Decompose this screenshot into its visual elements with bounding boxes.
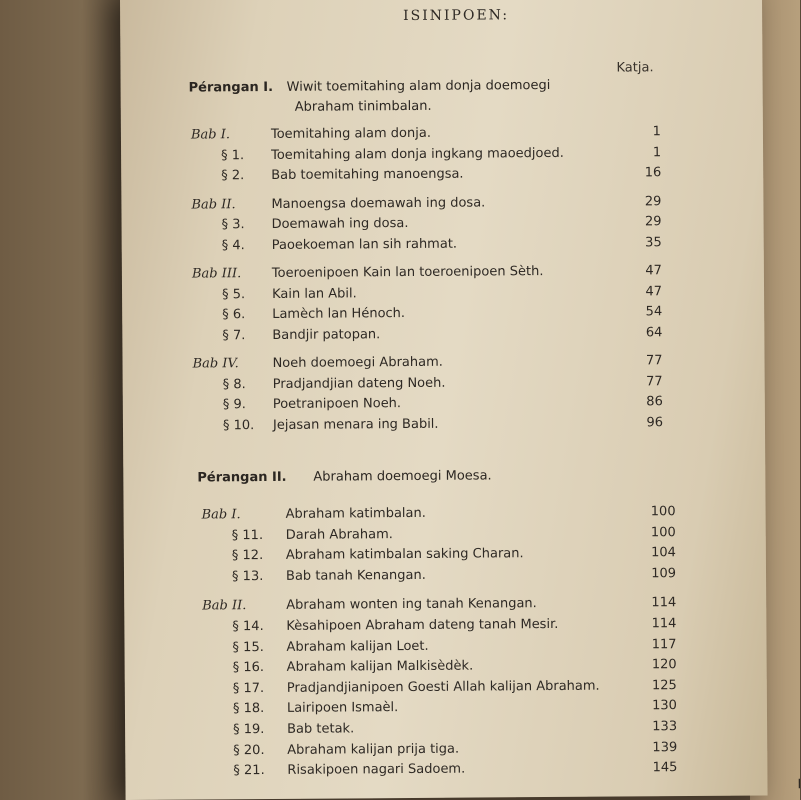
page-number: 47: [645, 263, 662, 279]
entry-title: Bandjir patopan.: [272, 326, 381, 343]
page-number: 96: [646, 414, 664, 430]
entry-title: Pradjandjian dateng Noeh.: [272, 375, 446, 392]
part-2-label: [197, 469, 286, 488]
section-row: [232, 565, 792, 589]
page-number: 35: [645, 234, 662, 250]
page-number: 100: [650, 524, 676, 540]
section-row: [221, 164, 781, 188]
page-number: 133: [652, 719, 678, 735]
entry-title: Toeroenipoen Kain lan toeroenipoen Sèth.: [271, 264, 544, 281]
part-1-label-text: Pérangan I.: [188, 79, 274, 96]
page-number: 117: [651, 636, 677, 652]
page-number: 125: [651, 677, 677, 694]
page-number: 1: [652, 144, 662, 160]
entry-title: Doemawah ing dosa.: [271, 215, 409, 232]
page-number: 145: [652, 760, 678, 776]
page-number: 77: [645, 353, 663, 369]
part-2-title: Abraham doemoegi Moesa.: [313, 468, 492, 485]
page-number: 29: [644, 193, 662, 209]
section-number: § 6.: [222, 307, 246, 323]
section-number: § 20.: [233, 742, 265, 758]
page-number: 16: [644, 165, 662, 181]
entry-title: Pradjandjianipoen Goesti Allah kalijan Abraham.: [286, 678, 600, 696]
section-number: § 21.: [233, 763, 265, 779]
chapter-label: Bab I.: [201, 507, 241, 523]
entry-title: Bab tetak.: [287, 721, 355, 737]
section-number: § 13.: [231, 568, 264, 585]
section-row: [222, 234, 782, 258]
page-number: 130: [652, 698, 677, 714]
page-number: 104: [650, 545, 676, 561]
part-2-label-text: Pérangan II.: [197, 469, 287, 486]
section-number: § 11.: [231, 527, 264, 543]
page-number: 100: [650, 504, 676, 520]
entry-title: Kèsahipoen Abraham dateng tanah Mesir.: [286, 616, 559, 634]
section-number: § 5.: [222, 286, 246, 302]
section-number: § 19.: [233, 722, 265, 738]
chapter-label: Bab II.: [202, 598, 247, 614]
page-number: 86: [646, 394, 663, 410]
entry-title: Darah Abraham.: [285, 526, 393, 543]
part-1-title-line2: Abraham tinimbalan.: [294, 98, 432, 115]
entry-title: Noeh doemoegi Abraham.: [272, 354, 443, 371]
page-title: ISINIPOEN:: [403, 7, 510, 25]
page-mark: I: [797, 777, 801, 793]
section-row: [222, 324, 782, 348]
section-row: [223, 414, 783, 438]
entry-title: Lamèch lan Hénoch.: [272, 306, 406, 322]
entry-title: Abraham katimbalan.: [285, 505, 426, 522]
entry-title: Bab toemitahing manoengsa.: [271, 166, 464, 183]
chapter-label: Bab I.: [190, 127, 231, 143]
page-number: 109: [651, 565, 677, 582]
page-number: 64: [645, 324, 663, 340]
contents-page: [120, 0, 801, 800]
page-column-header: Katja.: [616, 60, 654, 76]
page-number: 139: [652, 739, 678, 755]
entry-title: Abraham kalijan Malkisèdèk.: [286, 658, 474, 676]
entry-title: Kain lan Abil.: [272, 285, 357, 302]
page-number: 47: [645, 283, 663, 299]
entry-title: Poetranipoen Noeh.: [272, 396, 402, 412]
chapter-label: Bab III.: [191, 266, 242, 282]
part-1-title-line1: Wiwit toemitahing alam donja doemoegi: [286, 77, 551, 95]
entry-title: Lairipoen Ismaèl.: [286, 700, 399, 717]
section-number: § 15.: [232, 639, 264, 655]
page-number: 29: [644, 214, 662, 230]
page-number: 77: [646, 373, 663, 389]
page-number: 54: [645, 304, 663, 320]
section-number: § 8.: [222, 376, 246, 392]
section-number: § 17.: [232, 680, 265, 697]
entry-title: Risakipoen nagari Sadoem.: [287, 761, 466, 779]
entry-title: Manoengsa doemawah ing dosa.: [271, 194, 486, 212]
section-number: § 1.: [221, 147, 245, 163]
page-number: 114: [651, 616, 677, 632]
section-number: § 12.: [231, 548, 264, 564]
entry-title: Toemitahing alam donja.: [270, 125, 431, 142]
section-row: [233, 760, 793, 784]
section-number: § 9.: [222, 397, 246, 413]
section-number: § 16.: [232, 660, 265, 676]
section-number: § 2.: [221, 168, 245, 184]
page-number: 114: [651, 595, 677, 611]
section-number: § 10.: [222, 417, 255, 433]
chapter-label: Bab IV.: [192, 356, 239, 372]
section-number: § 4.: [221, 237, 245, 253]
entry-title: Abraham kalijan Loet.: [286, 638, 429, 655]
entry-title: Bab tanah Kenangan.: [285, 567, 426, 584]
entry-title: Abraham katimbalan saking Charan.: [285, 546, 524, 564]
section-number: § 14.: [232, 619, 264, 635]
entry-title: Paoekoeman lan sih rahmat.: [271, 236, 458, 253]
entry-title: Abraham wonten ing tanah Kenangan.: [286, 596, 537, 614]
part-1-label: [189, 79, 274, 98]
entry-title: Toemitahing alam donja ingkang maoedjoed.: [271, 145, 564, 163]
entry-title: Jejasan menara ing Babil.: [272, 416, 439, 433]
page-number: 1: [652, 124, 661, 140]
chapter-label: Bab II.: [191, 196, 236, 213]
section-number: § 7.: [222, 327, 246, 343]
page-number: 120: [651, 657, 677, 673]
section-number: § 3.: [221, 217, 245, 233]
entry-title: Abraham kalijan prija tiga.: [287, 741, 460, 758]
section-number: § 18.: [232, 701, 265, 717]
